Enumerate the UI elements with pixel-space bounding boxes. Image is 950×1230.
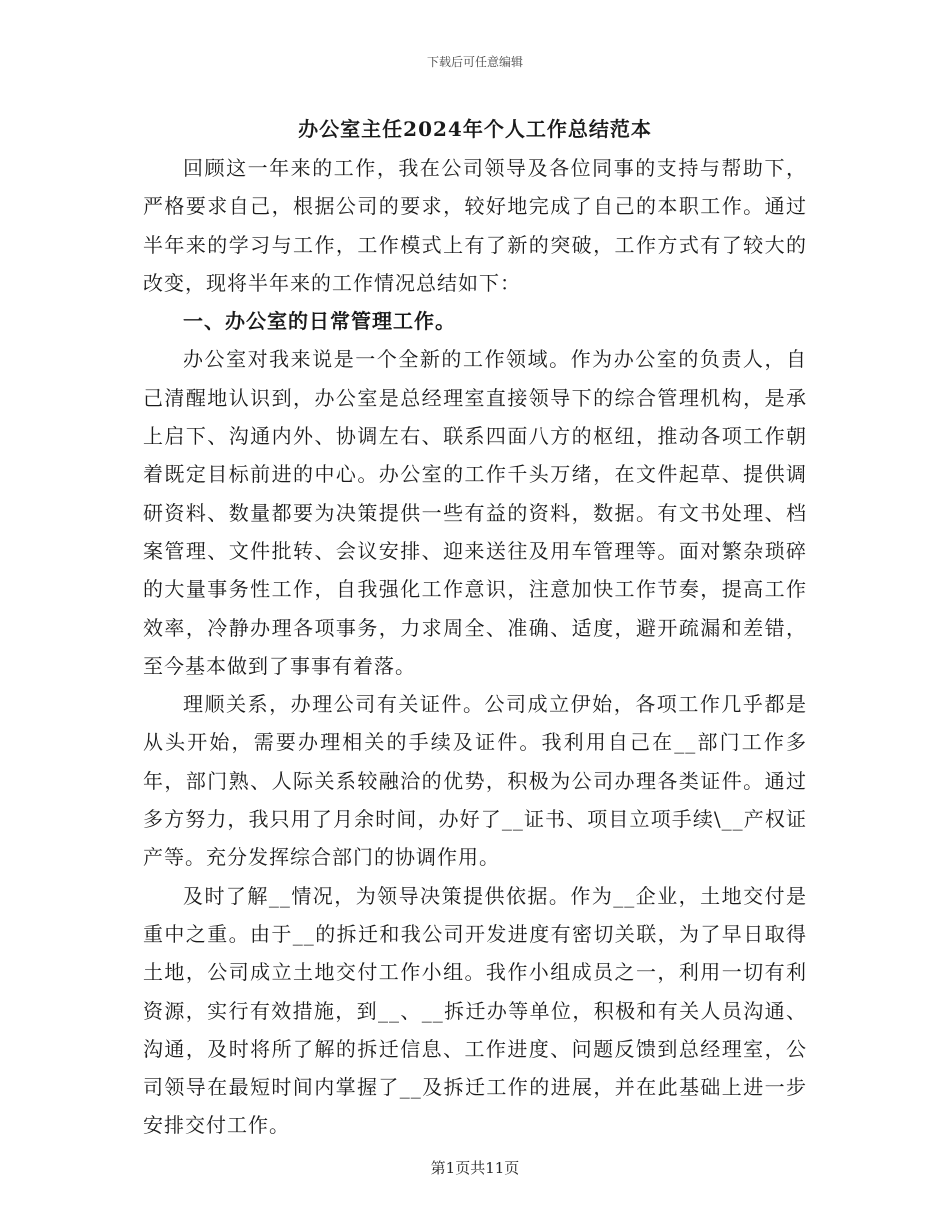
- section-heading: 一、办公室的日常管理工作。: [183, 309, 456, 334]
- document-body: [143, 149, 807, 1145]
- page-footer: 第1页共11页: [430, 1159, 520, 1177]
- page-header: 下载后可任意编辑: [426, 55, 523, 69]
- body-paragraph: 及时了解__情况，为领导决策提供依据。作为__企业，土地交付是重中之重。由于__的拆迁和我公司开发进度有密切关联，为了早日取得土地，公司成立土地交付工作小组。我作小组成员之一，利用一切有利资源，实行有效措施，到__、__拆迁办等单位，积极和有关人员沟通、沟通，及时将所了解的拆迁信息、工作进度、问题反馈到总经理室，公司领导在最短时间内掌握了__及拆迁工作的进展，并在此基础上进一步安排交付工作。: [143, 883, 807, 1138]
- intro-paragraph: 回顾这一年来的工作，我在公司领导及各位同事的支持与帮助下，严格要求自己，根据公司的要求，较好地完成了自己的本职工作。通过半年来的学习与工作，工作模式上有了新的突破，工作方式有了较大的改变，现将半年来的工作情况总结如下：: [143, 156, 807, 295]
- body-paragraph: 办公室对我来说是一个全新的工作领域。作为办公室的负责人，自己清醒地认识到，办公室是总经理室直接领导下的综合管理机构，是承上启下、沟通内外、协调左右、联系四面八方的枢纽，推动各项工作朝着既定目标前进的中心。办公室的工作千头万绪，在文件起草、提供调研资料、数量都要为决策提供一些有益的资料，数据。有文书处理、档案管理、文件批转、会议安排、迎来送往及用车管理等。面对繁杂琐碎的大量事务性工作，自我强化工作意识，注意加快工作节奏，提高工作效率，冷静办理各项事务，力求周全、准确、适度，避开疏漏和差错，至今基本做到了事事有着落。: [143, 347, 807, 678]
- body-paragraph: 理顺关系，办理公司有关证件。公司成立伊始，各项工作几乎都是从头开始，需要办理相关的手续及证件。我利用自己在__部门工作多年，部门熟、人际关系较融洽的优势，积极为公司办理各类证件。通过多方努力，我只用了月余时间，办好了__证书、项目立项手续\__产权证产等。充分发挥综合部门的协调作用。: [143, 692, 807, 870]
- document-title: 办公室主任2024年个人工作总结范本: [298, 117, 652, 141]
